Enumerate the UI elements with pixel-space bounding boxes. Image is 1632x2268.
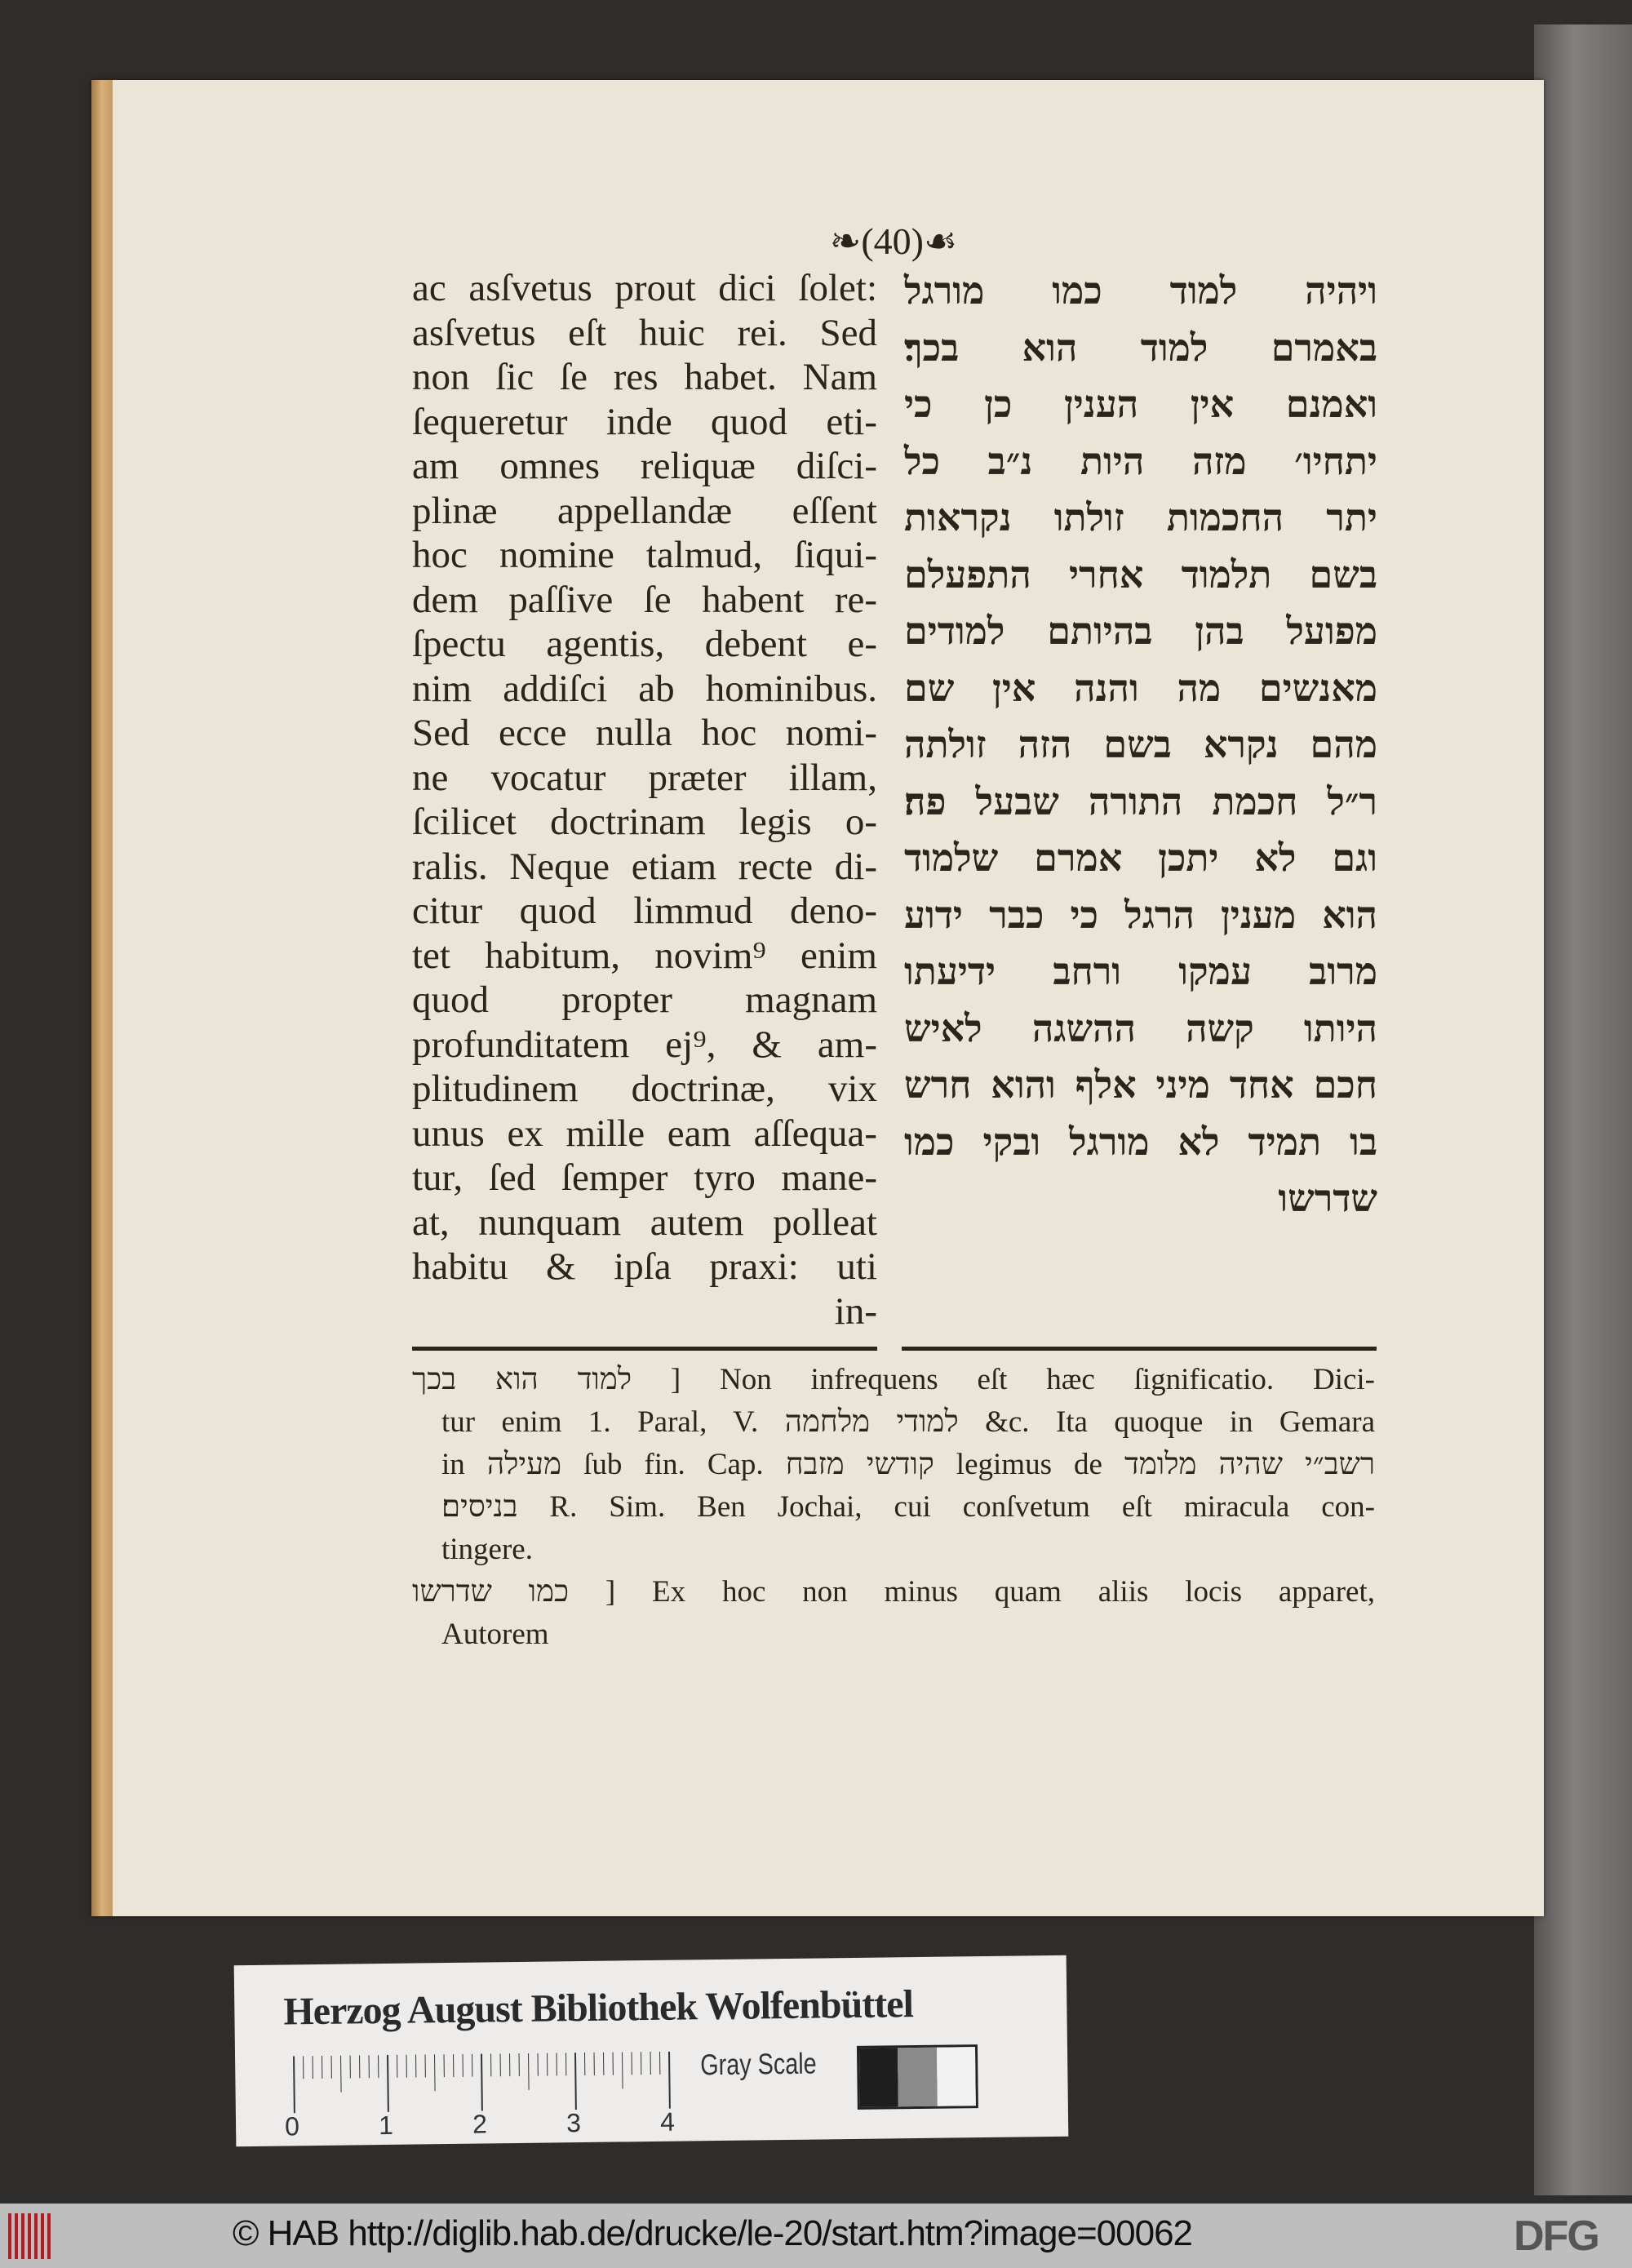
ruler-tick (341, 2056, 342, 2093)
page-gilt-edge (91, 80, 113, 1916)
footnote-line: tingere. (441, 1533, 533, 1566)
ruler-tick (529, 2053, 530, 2090)
footnote-divider (902, 1347, 1377, 1351)
footnote-line: in מעילה ſub fin. Cap. קודשי מזבח legimus de רשב״י שהיה מלומד (441, 1448, 1376, 1481)
text-line: nim addiſci ab hominibus. (412, 667, 877, 710)
gray-swatch (898, 2048, 937, 2107)
text-line: ויהיה למוד כמו מורגל (904, 269, 1377, 313)
ruler-tick (435, 2054, 436, 2091)
ruler-number: 1 (378, 2110, 394, 2141)
footer-bar (0, 2204, 1632, 2268)
text-line: מפועל בהן בהיותם למודים (904, 609, 1377, 653)
text-line: מאנשים מה והנה אין שם (904, 665, 1377, 710)
adjacent-page-edge (1534, 24, 1632, 2195)
footnote-line: למוד הוא בכך ] Non infrequens eſt hæc ſignificatio. Dici- (412, 1363, 1375, 1396)
text-line: ſequeretur inde quod eti- (412, 400, 877, 443)
text-line: ſpectu agentis, debent e- (412, 623, 877, 665)
ruler-tick (575, 2053, 576, 2110)
text-line: מהם נקרא בשם הזה זולתה (904, 722, 1377, 766)
text-line: unus ex mille eam aſſequa- (412, 1112, 877, 1155)
text-line: ר״ל חכמת התורה שבעל פה׃ (904, 779, 1377, 823)
text-line: היותו קשה ההשגה לאיש (904, 1005, 1377, 1050)
scale-card (234, 1955, 1069, 2146)
ruler-tick (294, 2056, 295, 2113)
hab-logo-icon (8, 2213, 53, 2259)
ruler-tick (669, 2052, 670, 2109)
text-line: וגם לא יתכן אמרם שלמוד (904, 836, 1377, 880)
gray-scale-label: Gray Scale (699, 2046, 817, 2082)
text-line: quod propter magnam (412, 979, 877, 1021)
text-line: ne vocatur præter illam, (412, 756, 877, 799)
ruler-number: 3 (565, 2108, 582, 2138)
footnote-line: כמו שדרשו ] Ex hoc non minus quam aliis locis apparet, (412, 1575, 1375, 1609)
text-line: יתר החכמות זולתו נקראות (904, 495, 1377, 539)
text-line: ואמנם אין הענין כן כי (904, 382, 1377, 426)
dfg-logo: DFG (1514, 2213, 1599, 2260)
text-line: habitu & ipſa praxi: uti (412, 1245, 877, 1288)
text-line: חכם אחד מיני אלף והוא חרש (904, 1063, 1377, 1107)
text-line: מרוב עמקו ורחב ידיעתו (904, 949, 1377, 993)
hebrew-column (904, 263, 1377, 1227)
text-line: tet habitum, novim⁹ enim (412, 934, 877, 977)
text-line: dem paſſive ſe habent re- (412, 578, 877, 621)
footnote-line: Autorem (441, 1618, 549, 1651)
text-line: ralis. Neque etiam recte di- (412, 845, 877, 888)
page-number: ❧(40)☙ (829, 220, 958, 262)
text-line: in- (834, 1289, 877, 1333)
text-line: הוא מענין הרגל כי כבר ידוע (904, 892, 1377, 937)
gray-scale-swatch (857, 2044, 978, 2110)
text-line: יתחיו׳ מזה היות נ״ב כל (904, 438, 1377, 483)
ornament-icon: ❧ (829, 220, 862, 262)
ruler-number: 2 (472, 2109, 488, 2139)
text-line: profunditatem ej⁹, & am- (412, 1023, 877, 1066)
gray-swatch (859, 2048, 898, 2107)
text-line: plinæ appellandæ eſſent (412, 489, 877, 532)
latin-column (412, 266, 877, 1334)
gray-swatch (937, 2047, 976, 2106)
ruler-number: 4 (659, 2106, 676, 2137)
text-line: citur quod limmud deno- (412, 890, 877, 932)
text-line: hoc nomine talmud, ſiqui- (412, 534, 877, 576)
footnotes (412, 1359, 1375, 1656)
footnote-line: בניסים׃ R. Sim. Ben Jochai, cui conſvetum eſt miracula con- (441, 1490, 1375, 1524)
text-line: בו תמיד לא מורגל ובקי כמו (904, 1119, 1377, 1164)
copyright-url[interactable]: © HAB http://diglib.hab.de/drucke/le-20/start.htm?image=00062 (233, 2213, 1193, 2253)
library-name: Herzog August Bibliothek Wolfenbüttel (283, 1982, 914, 2034)
footnote-divider (412, 1347, 877, 1351)
text-line: tur, ſed ſemper tyro mane- (412, 1156, 877, 1199)
ruler (290, 2052, 675, 2114)
ruler-number: 0 (284, 2111, 300, 2142)
text-line: Sed ecce nulla hoc nomi- (412, 712, 877, 754)
text-line: plitudinem doctrinæ, vix (412, 1067, 877, 1110)
text-line: ſcilicet doctrinam legis o- (412, 801, 877, 843)
ruler-tick (481, 2054, 482, 2111)
footnote-line: tur enim 1. Paral, V. למודי מלחמה &c. Ita quoque in Gemara (441, 1405, 1375, 1439)
text-line: באמרם למוד הוא בכך׃ (904, 325, 1377, 370)
text-line: non ſic ſe res habet. Nam (412, 356, 877, 398)
text-line: ac asſvetus prout dici ſolet: (412, 267, 877, 309)
text-line: asſvetus eſt huic rei. Sed (412, 311, 877, 354)
text-line: בשם תלמוד אחרי התפעלם (904, 552, 1377, 597)
ornament-icon: ☙ (923, 220, 958, 262)
text-line: at, nunquam autem polleat (412, 1201, 877, 1244)
text-line: am omnes reliquæ diſci- (412, 445, 877, 487)
text-line: שדרשו (1278, 1176, 1377, 1220)
